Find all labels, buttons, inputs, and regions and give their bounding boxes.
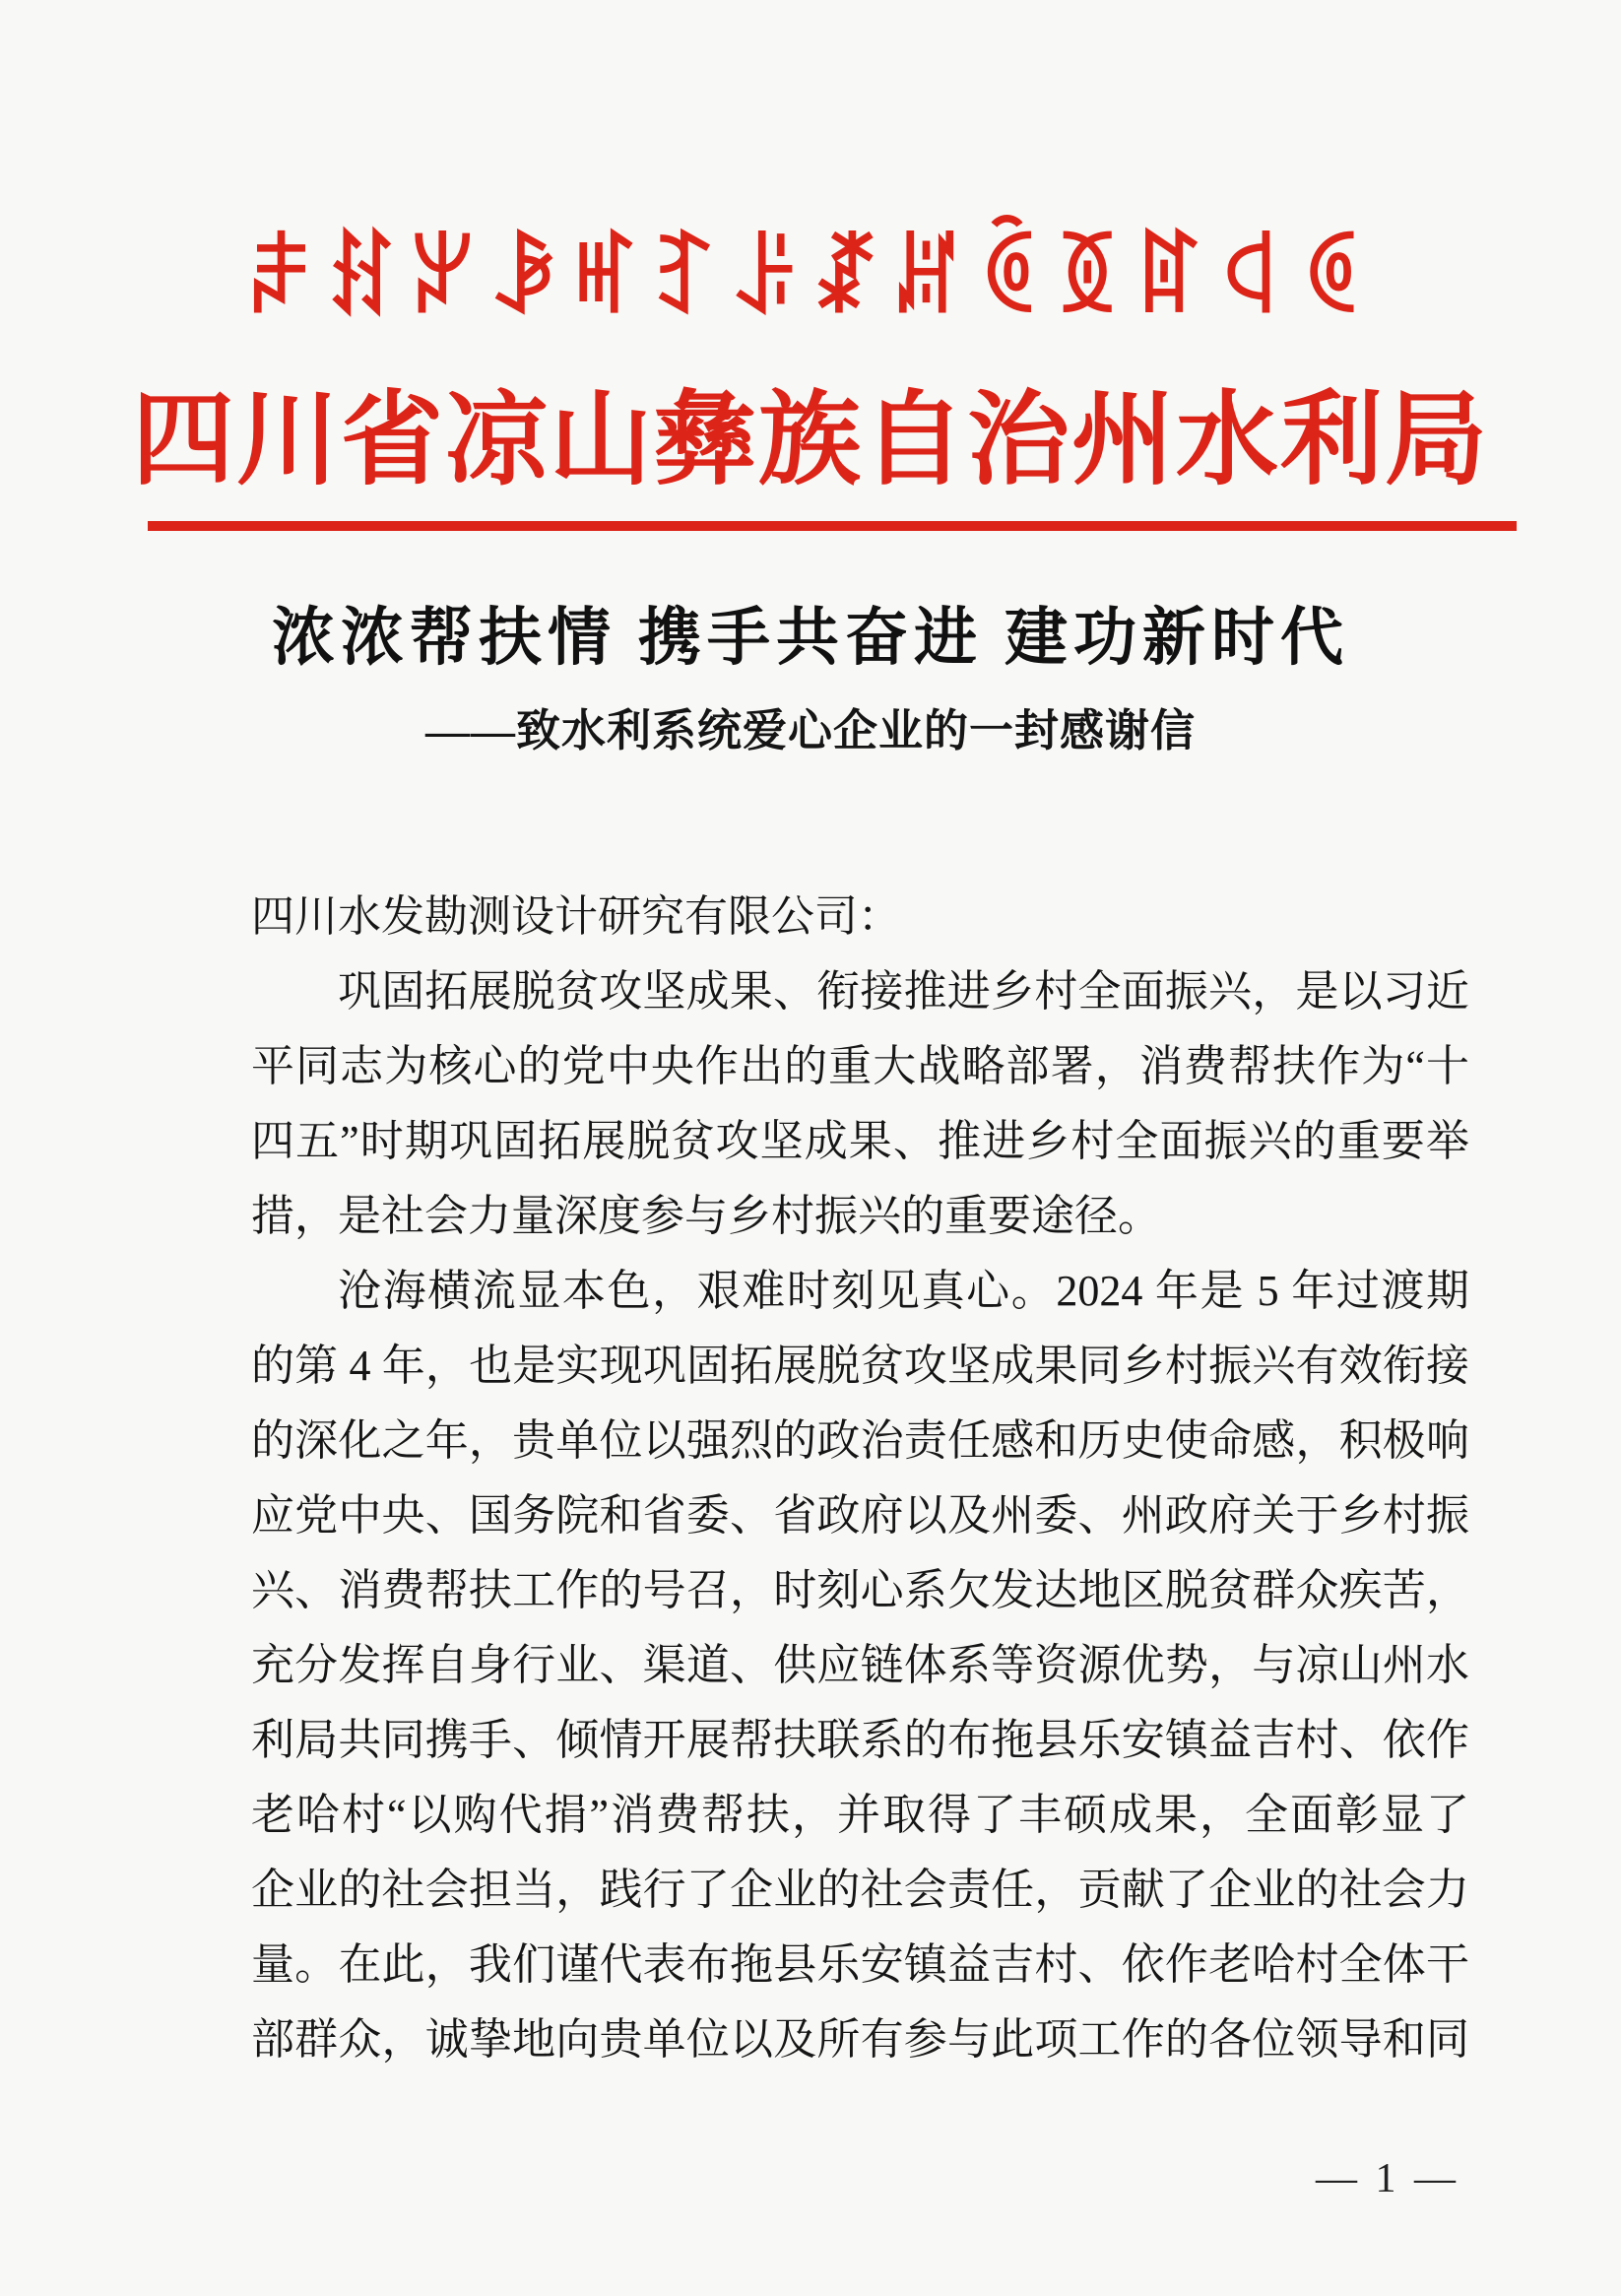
body-line: 老哈村“以购代捐”消费帮扶，并取得了丰硕成果，全面彰显了 [251, 1791, 1469, 1839]
body-line: 措，是社会力量深度参与乡村振兴的重要途径。 [251, 1192, 1161, 1240]
body-line: 量。在此，我们谨代表布拖县乐安镇益吉村、依作老哈村全体干 [251, 1940, 1469, 1989]
page-number: — 1 — [1316, 2156, 1459, 2201]
body-line: 沧海横流显本色，艰难时刻见真心。2024 年是 5 年过渡期 [338, 1267, 1469, 1315]
body-line: 企业的社会担当，践行了企业的社会责任，贡献了企业的社会力 [251, 1866, 1469, 1914]
letter-title: 浓浓帮扶情 携手共奋进 建功新时代 [272, 603, 1349, 673]
body-line: 兴、消费帮扶工作的号召，时刻心系欠发达地区脱贫群众疾苦， [251, 1566, 1469, 1614]
body-line: 应党中央、国务院和省委、省政府以及州委、州政府关于乡村振 [251, 1491, 1469, 1540]
letterhead-rule [148, 521, 1517, 531]
body-line: 四五”时期巩固拓展脱贫攻坚成果、推进乡村全面振兴的重要举 [251, 1117, 1469, 1165]
salutation: 四川水发勘测设计研究有限公司： [251, 892, 901, 941]
org-name: 四川省凉山彝族自治州水利局 [131, 384, 1489, 497]
body-line: 平同志为核心的党中央作出的重大战略部署，消费帮扶作为“十 [251, 1042, 1469, 1090]
body-line: 充分发挥自身行业、渠道、供应链体系等资源优势，与凉山州水 [251, 1641, 1469, 1689]
body-line: 巩固拓展脱贫攻坚成果、衔接推进乡村全面振兴，是以习近 [338, 967, 1469, 1016]
letter-body [251, 880, 1469, 2077]
body-line: 的深化之年，贵单位以强烈的政治责任感和历史使命感，积极响 [251, 1416, 1469, 1465]
letter-subtitle: ——致水利系统爱心企业的一封感谢信 [424, 706, 1196, 755]
body-line: 部群众，诚挚地向贵单位以及所有参与此项工作的各位领导和同 [251, 2015, 1469, 2064]
yi-script-title: ꌧꍧꏃꆃꎭꆈꌠꊨꏦꏱꅉꍏꒉꏲ [245, 230, 1376, 331]
body-line: 的第 4 年，也是实现巩固拓展脱贫攻坚成果同乡村振兴有效衔接 [251, 1342, 1469, 1390]
body-line: 利局共同携手、倾情开展帮扶联系的布拖县乐安镇益吉村、依作 [251, 1716, 1469, 1764]
